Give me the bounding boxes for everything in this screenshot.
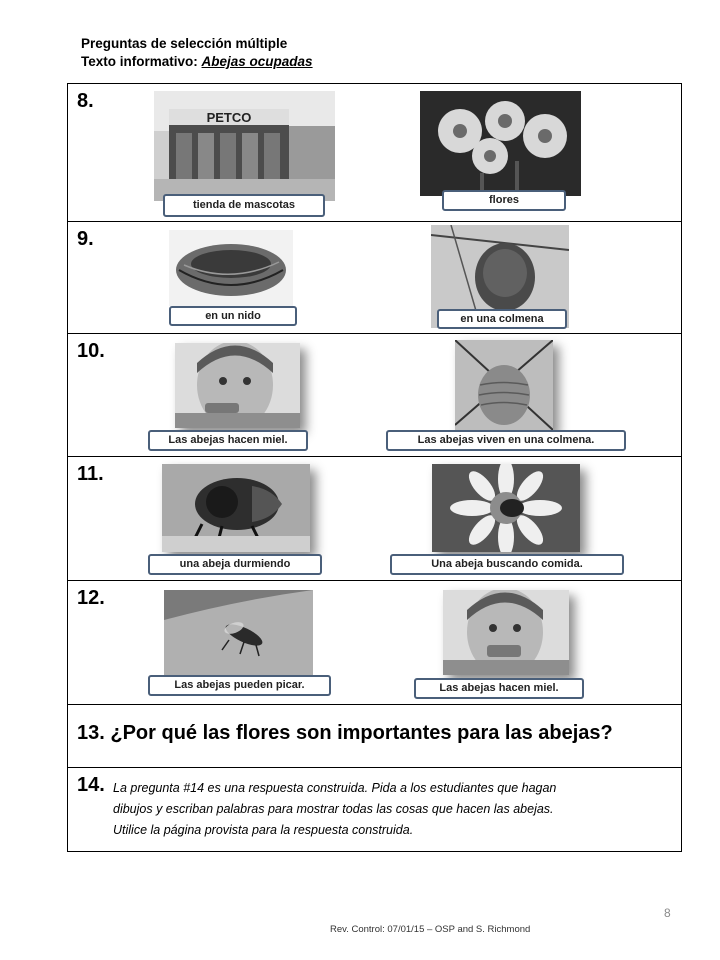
question-number: 13.	[77, 722, 105, 744]
page-header	[81, 35, 313, 71]
footer-revision: Rev. Control: 07/01/15 – OSP and S. Richmond	[330, 924, 531, 935]
header-title: Preguntas de selección múltiple	[81, 36, 288, 51]
instruction-line: La pregunta #14 es una respuesta construida. Pida a los estudiantes que hagan	[113, 781, 557, 795]
pet-store-photo[interactable]	[154, 91, 335, 201]
hive-on-branch-photo[interactable]	[455, 340, 553, 432]
svg-text:PETCO: PETCO	[206, 110, 252, 125]
header-subtitle-prefix: Texto informativo:	[81, 54, 198, 69]
flowers-photo[interactable]	[420, 91, 581, 196]
question-number: 8.	[77, 90, 94, 112]
option-caption[interactable]: Una abeja buscando comida.	[390, 554, 624, 575]
bee-on-flower-photo[interactable]	[432, 464, 580, 552]
option-caption[interactable]: flores	[442, 190, 566, 211]
child-eating-honey-photo[interactable]	[175, 343, 300, 428]
question-row-14	[68, 768, 681, 851]
instruction-line: Utilice la página provista para la respuesta construida.	[113, 823, 414, 837]
question-table	[67, 83, 682, 852]
question-14-instructions	[113, 778, 673, 841]
option-caption[interactable]: Las abejas hacen miel.	[148, 430, 308, 451]
option-caption[interactable]: Las abejas hacen miel.	[414, 678, 584, 699]
question-number: 12.	[77, 587, 105, 609]
page-number: 8	[664, 906, 671, 920]
child-eating-honey-photo[interactable]	[443, 590, 569, 675]
header-text-title: Abejas ocupadas	[201, 54, 313, 69]
question-row-10	[68, 334, 681, 457]
option-caption[interactable]: en una colmena	[437, 309, 567, 329]
option-caption[interactable]: Las abejas pueden picar.	[148, 675, 331, 696]
question-row-8	[68, 84, 681, 222]
question-row-13	[68, 705, 681, 768]
option-caption[interactable]: tienda de mascotas	[163, 194, 325, 217]
question-row-11	[68, 457, 681, 581]
question-13	[77, 722, 613, 745]
question-number: 11.	[77, 463, 104, 485]
question-row-9	[68, 222, 681, 334]
option-caption[interactable]: en un nido	[169, 306, 297, 326]
question-number: 10.	[77, 340, 105, 362]
question-text: ¿Por qué las flores son importantes para las abejas?	[110, 722, 613, 744]
option-caption[interactable]: una abeja durmiendo	[148, 554, 322, 575]
option-caption[interactable]: Las abejas viven en una colmena.	[386, 430, 626, 451]
instruction-line: dibujos y escriban palabras para mostrar todas las cosas que hacen las abejas.	[113, 802, 554, 816]
question-number: 14.	[77, 774, 105, 796]
bee-on-skin-photo[interactable]	[164, 590, 313, 675]
question-number: 9.	[77, 228, 94, 250]
bird-nest-photo[interactable]	[169, 230, 293, 306]
question-row-12	[68, 581, 681, 705]
bee-closeup-photo[interactable]	[162, 464, 310, 552]
header-subtitle	[81, 53, 313, 71]
